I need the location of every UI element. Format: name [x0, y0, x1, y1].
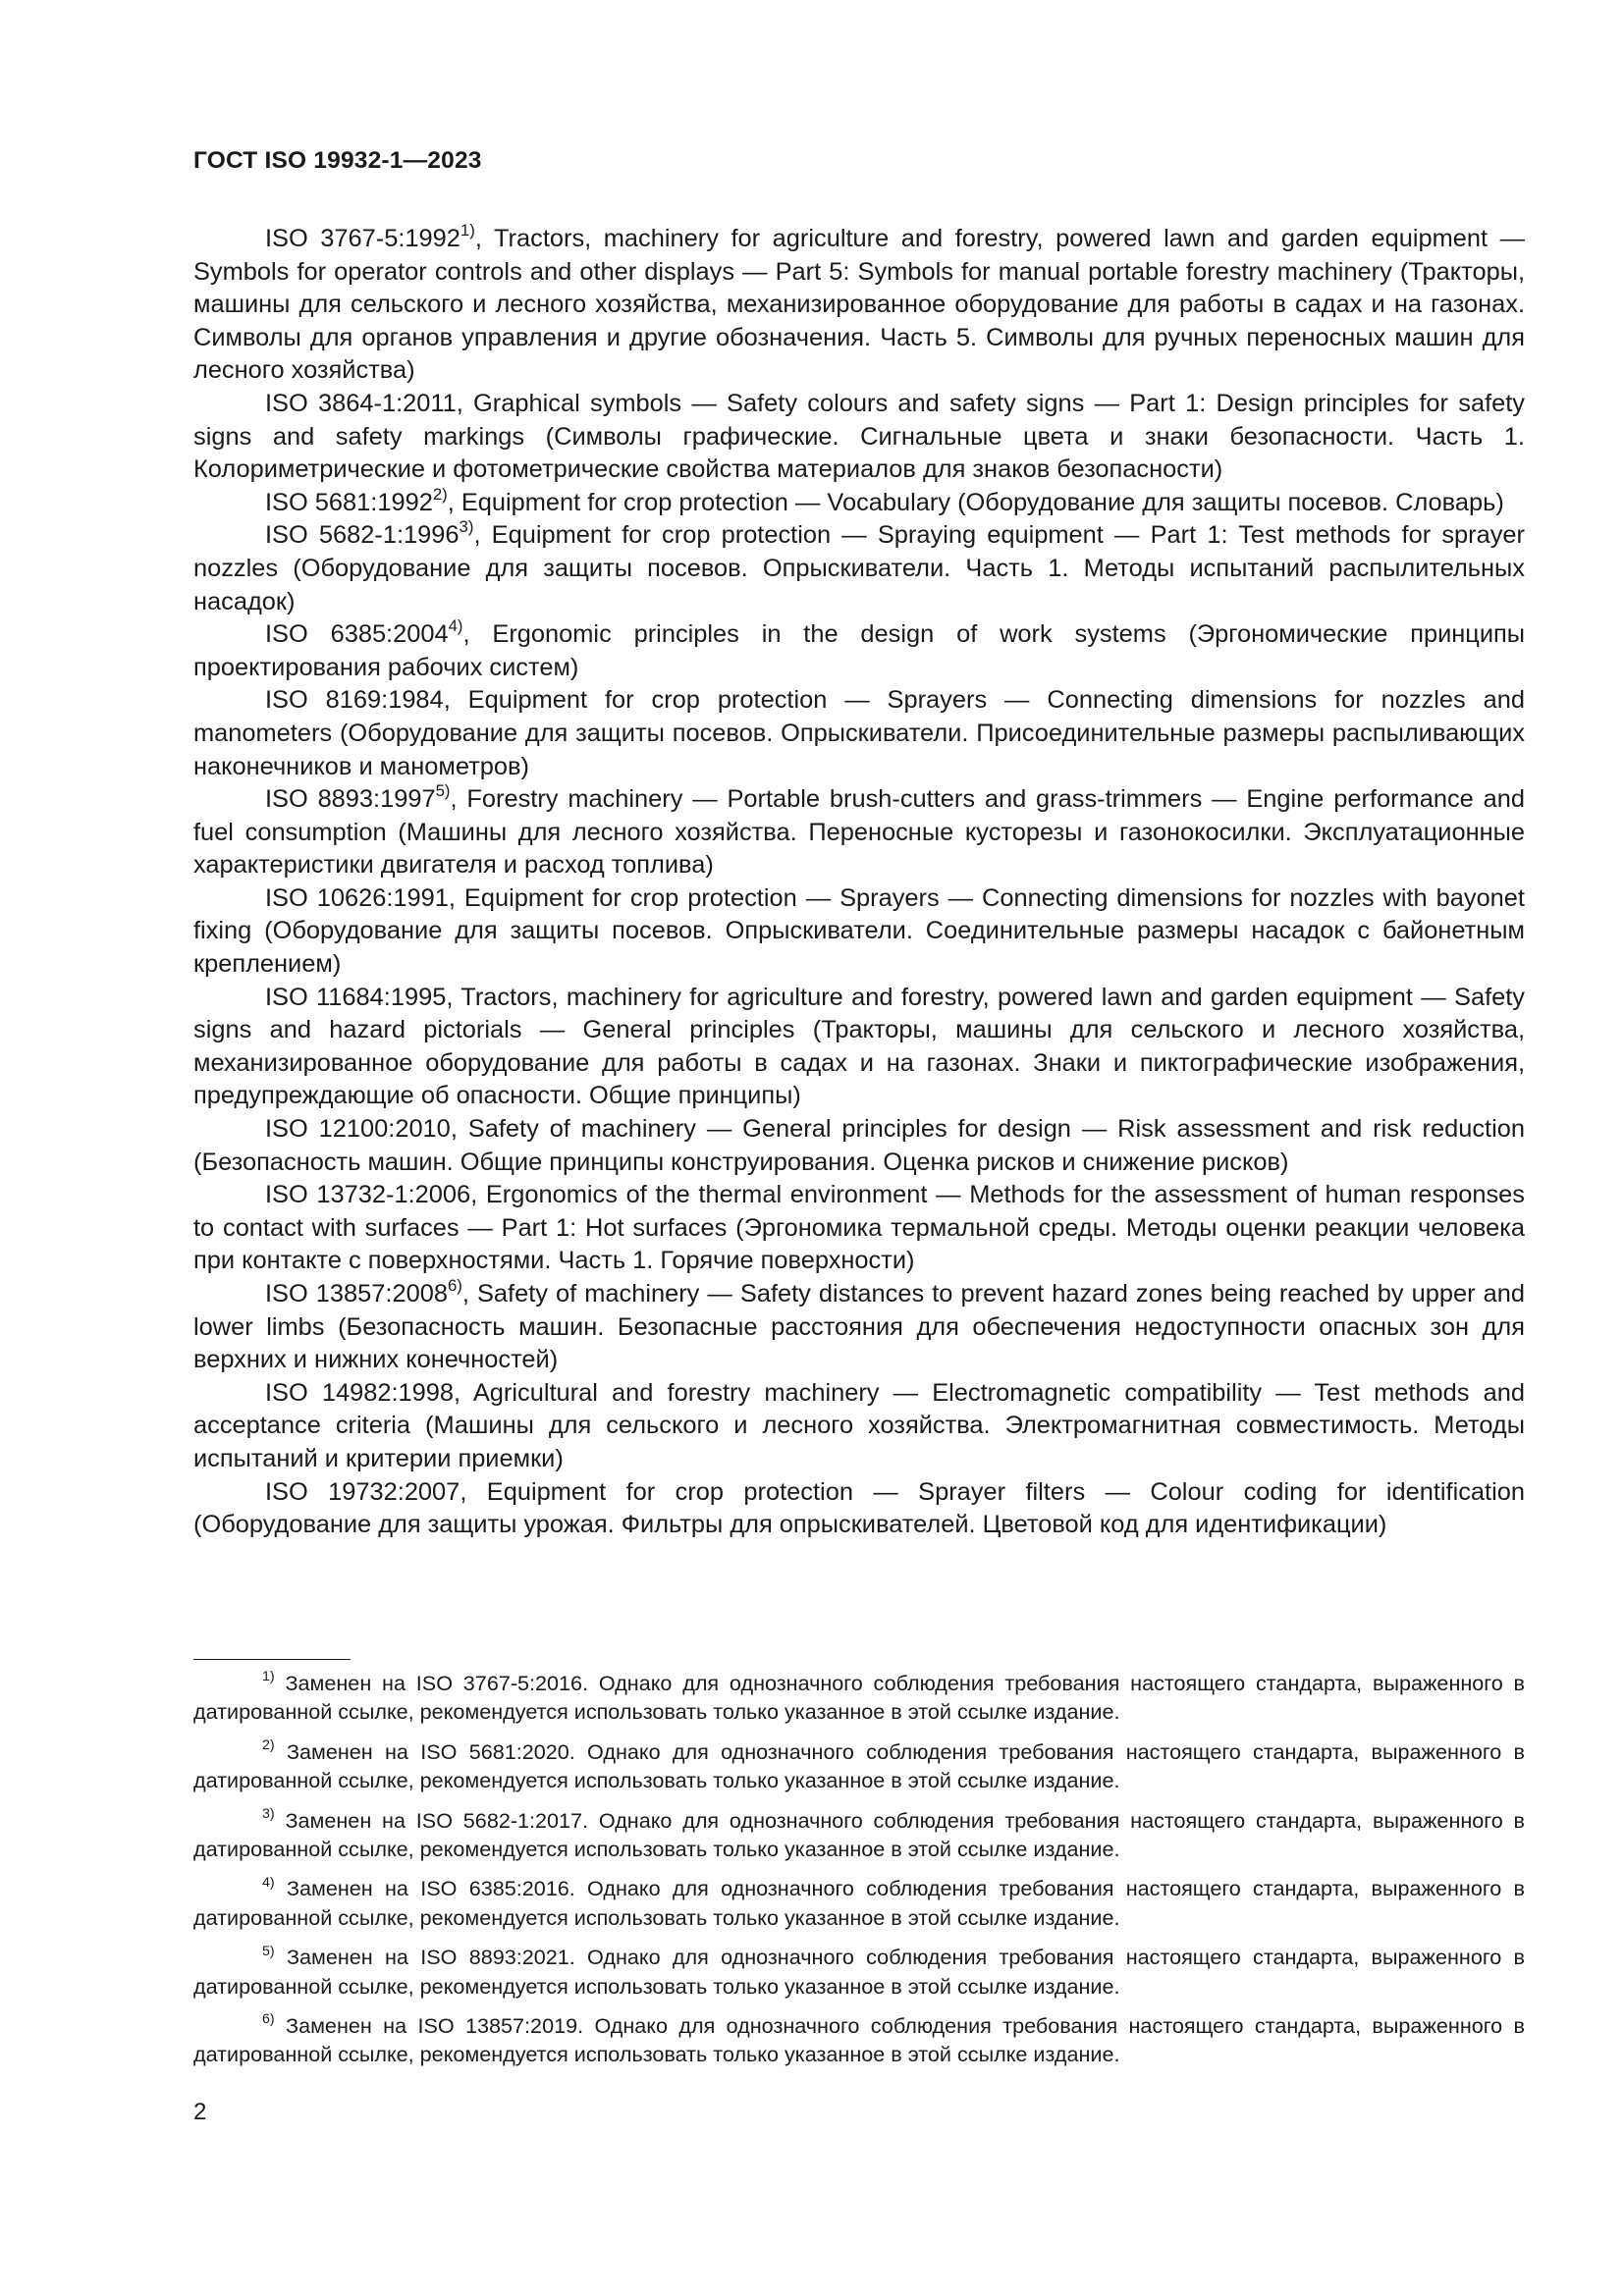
reference-item: [193, 882, 1525, 982]
reference-code: ISO 6385:2004: [265, 620, 449, 649]
reference-item: [193, 1113, 1525, 1179]
reference-item: [193, 780, 1525, 882]
document-header: ГОСТ ISO 19932-1—2023: [193, 147, 482, 174]
footnote-text: Заменен на ISO 8893:2021. Однако для однозначного соблюдения требования настоящего стандарта, выраженного в датированной ссылке, рекомендуется использовать только указанное в этой ссылке издание.: [193, 1945, 1525, 1999]
reference-item: [193, 1275, 1525, 1377]
reference-item: [193, 982, 1525, 1113]
reference-text: , Equipment for crop protection — Sprayer filters — Colour coding for identification (Оборудование для защиты урожая. Фильтры для опрыскивателей. Цветовой код для идентификации): [193, 1477, 1525, 1539]
reference-code: ISO 10626:1991: [265, 883, 449, 912]
footnote-text: Заменен на ISO 13857:2019. Однако для однозначного соблюдения требования настоящего стандарта, выраженного в датированной ссылке, рекомендуется использовать только указанное в этой ссылке издание.: [193, 2013, 1525, 2067]
footnote-item: [193, 1874, 1525, 1932]
footnote-item: [193, 1737, 1525, 1795]
reference-code: ISO 14982:1998: [265, 1378, 455, 1407]
reference-code: ISO 5681:1992: [265, 488, 433, 516]
reference-text: , Graphical symbols — Safety colours and safety signs — Part 1: Design principles for safety signs and safety markings (Символы графические. Сигнальные цвета и знаки безопасности. Часть 1. Колориметрические и фотометрические свойства материалов для знаков безопасности): [193, 389, 1525, 484]
footnote-marker: 1): [460, 220, 475, 240]
reference-text: , Agricultural and forestry machinery — Electromagnetic compatibility — Test methods and acceptance criteria (Машины для сельского и лесного хозяйства. Электромагнитная совместимость. Методы испытаний и критерии приемки): [193, 1378, 1525, 1472]
normative-references-list: [193, 220, 1525, 1542]
footnote-item: [193, 2011, 1525, 2069]
reference-item: [193, 484, 1525, 520]
reference-item: [193, 1179, 1525, 1278]
reference-code: ISO 8169:1984: [265, 686, 444, 715]
reference-text: , Safety of machinery — General principles for design — Risk assessment and risk reduction (Безопасность машин. Общие принципы конструирования. Оценка рисков и снижение рисков): [193, 1115, 1525, 1176]
footnotes-list: [193, 1669, 1525, 2080]
reference-item: [193, 1377, 1525, 1476]
reference-text: , Equipment for crop protection — Sprayers — Connecting dimensions for nozzles and manometers (Оборудование для защиты посевов. Опрыскиватели. Присоединительные размеры распыливающих наконечников и манометров): [193, 686, 1525, 780]
reference-item: [193, 220, 1525, 388]
footnote-text: Заменен на ISO 5682-1:2017. Однако для однозначного соблюдения требования настоящего стандарта, выраженного в датированной ссылке, рекомендуется использовать только указанное в этой ссылке издание.: [193, 1807, 1525, 1862]
footnote-marker: 5): [262, 1943, 275, 1959]
reference-code: ISO 3767-5:1992: [265, 225, 460, 252]
reference-code: ISO 13857:2008: [265, 1280, 448, 1308]
footnote-item: [193, 1806, 1525, 1864]
reference-item: [193, 388, 1525, 487]
reference-item: [193, 615, 1525, 684]
reference-text: , Tractors, machinery for agriculture and forestry, powered lawn and garden equipment — Symbols for operator controls and other displays — Part 5: Symbols for manual portable forestry machinery (Тракторы, машины для сельского и лесного хозяйства, механизированное оборудование для работы в садах и на газонах. Символы для органов управления и другие обозначения. Часть 5. Символы для ручных переносных машин для лесного хозяйства): [193, 225, 1525, 385]
reference-code: ISO 13732-1:2006: [265, 1181, 471, 1209]
footnote-item: [193, 1669, 1525, 1727]
reference-code: ISO 5682-1:1996: [265, 521, 460, 550]
reference-text: , Safety of machinery — Safety distances to prevent hazard zones being reached by upper and lower limbs (Безопасность машин. Безопасные расстояния для обеспечения недоступности опасных зон для верхних и нижних конечностей): [193, 1280, 1525, 1374]
footnote-marker: 2): [432, 484, 448, 504]
footnote-marker: 1): [262, 1669, 275, 1685]
footnote-text: Заменен на ISO 6385:2016. Однако для однозначного соблюдения требования настоящего стандарта, выраженного в датированной ссылке, рекомендуется использовать только указанное в этой ссылке издание.: [193, 1876, 1525, 1930]
reference-code: ISO 8893:1997: [265, 785, 436, 814]
reference-item: [193, 519, 1525, 618]
footnote-marker: 5): [435, 780, 451, 800]
footnote-marker: 4): [262, 1874, 275, 1891]
reference-text: , Equipment for crop protection — Sprayers — Connecting dimensions for nozzles with bayonet fixing (Оборудование для защиты посевов. Опрыскиватели. Соединительные размеры насадок с байонетным креплением): [193, 883, 1525, 979]
footnote-item: [193, 1943, 1525, 2001]
reference-text: , Equipment for crop protection — Vocabulary (Оборудование для защиты посевов. Словарь): [447, 488, 1504, 516]
reference-text: , Ergonomics of the thermal environment — Methods for the assessment of human responses to contact with surfaces — Part 1: Hot surfaces (Эргономика термальной среды. Методы оценки реакции человека при контакте с поверхностями. Часть 1. Горячие поверхности): [193, 1181, 1525, 1275]
footnote-marker: 6): [262, 2011, 275, 2028]
reference-text: , Forestry machinery — Portable brush-cutters and grass-trimmers — Engine performance and fuel consumption (Машины для лесного хозяйства. Переносные кусторезы и газонокосилки. Эксплуатационные характеристики двигателя и расход топлива): [193, 785, 1525, 880]
reference-code: ISO 3864-1:2011: [265, 389, 457, 417]
footnote-marker: 2): [262, 1737, 275, 1754]
footnote-marker: 6): [447, 1275, 462, 1295]
page-number: 2: [193, 2099, 207, 2125]
reference-text: , Tractors, machinery for agriculture and forestry, powered lawn and garden equipment — Safety signs and hazard pictorials — General principles (Тракторы, машины для сельского и лесного хозяйства, механизированное оборудование для работы в садах и на газонах. Знаки и пиктографические изображения, предупреждающие об опасности. Общие принципы): [193, 983, 1525, 1110]
footnote-marker: 3): [262, 1806, 275, 1823]
footnote-text: Заменен на ISO 3767-5:2016. Однако для однозначного соблюдения требования настоящего стандарта, выраженного в датированной ссылке, рекомендуется использовать только указанное в этой ссылке издание.: [193, 1671, 1525, 1725]
footnote-separator: [193, 1659, 351, 1660]
reference-code: ISO 11684:1995: [265, 983, 447, 1011]
footnote-text: Заменен на ISO 5681:2020. Однако для однозначного соблюдения требования настоящего стандарта, выраженного в датированной ссылке, рекомендуется использовать только указанное в этой ссылке издание.: [193, 1738, 1525, 1793]
reference-code: ISO 19732:2007: [265, 1477, 460, 1506]
footnote-marker: 3): [459, 517, 474, 537]
reference-item: [193, 684, 1525, 783]
reference-text: , Equipment for crop protection — Spraying equipment — Part 1: Test methods for sprayer nozzles (Оборудование для защиты посевов. Опрыскиватели. Часть 1. Методы испытаний распылительных насадок): [193, 521, 1525, 615]
footnote-marker: 4): [448, 615, 463, 635]
reference-code: ISO 12100:2010: [265, 1115, 451, 1144]
reference-item: [193, 1476, 1525, 1542]
reference-text: , Ergonomic principles in the design of work systems (Эргономические принципы проектирования рабочих систем): [193, 620, 1525, 681]
